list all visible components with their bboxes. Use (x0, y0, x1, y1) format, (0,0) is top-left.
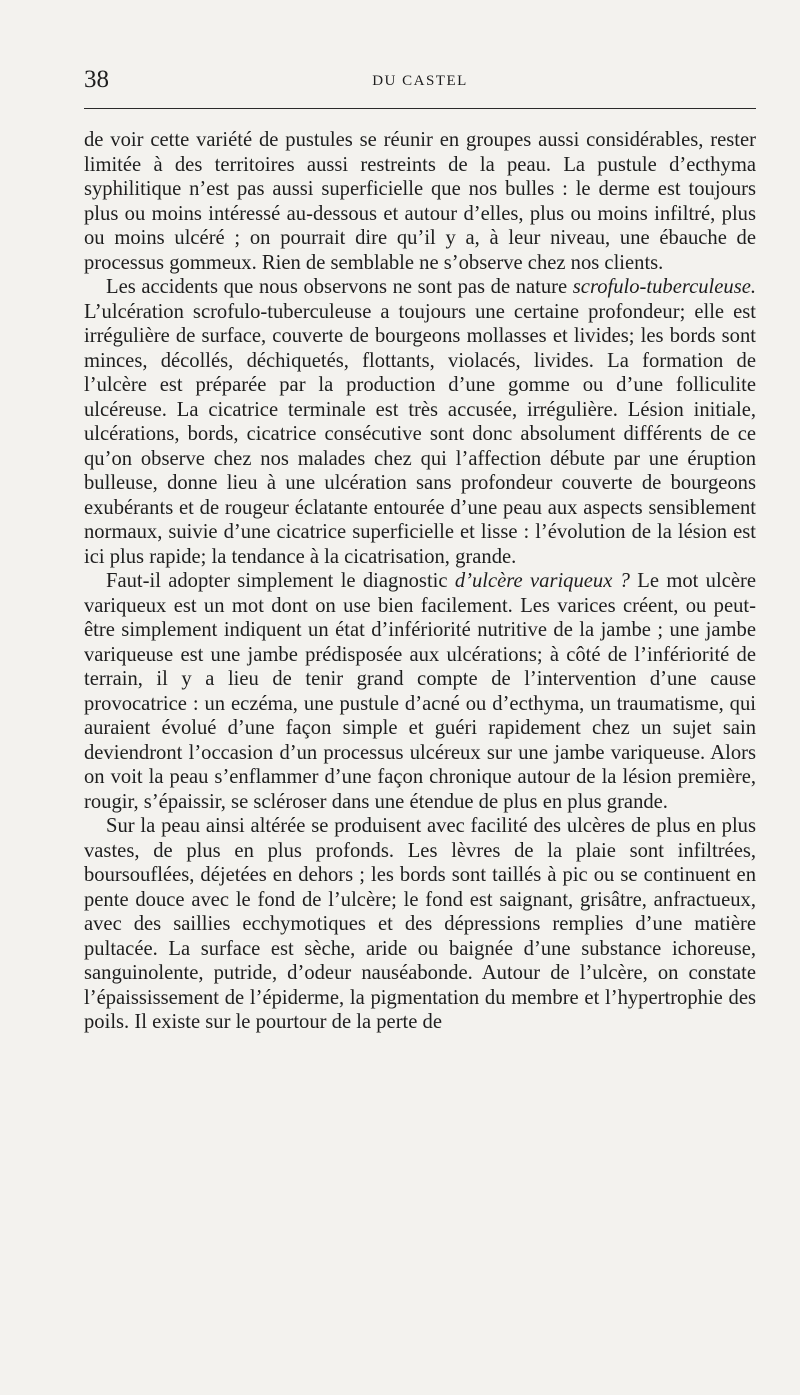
paragraph-3-text-a: Faut-il adopter simplement le diagnostic (106, 570, 455, 592)
paragraph-2-text-b: L’ulcération scrofulo-tuberculeuse a toujours une certaine profondeur; elle est irrégulière de surface, couverte de bourgeons mollasses et livides; les bords sont minces, décollés, déchiquetés, flottants, violacés, livides. La formation de l’ulcère est préparée par la production d’une gomme ou d’une folliculite ulcéreuse. La cicatrice terminale est très accusée, irrégulière. Lésion initiale, ulcérations, bords, cicatrice consécutive sont donc absolument différents de ce qu’on observe chez nos malades chez qui l’affection débute par une éruption bulleuse, donne lieu à une ulcération sans profondeur couverte de bourgeons exubérants et de rougeur éclatante entourée d’une peau aux aspects sensiblement normaux, suivie d’une cicatrice superficielle et lisse : l’évolution de la lésion est ici plus rapide; la tendance à la cicatrisation, grande. (84, 300, 756, 568)
paragraph-4-text: Sur la peau ainsi altérée se produisent avec facilité des ulcères de plus en plus vastes, de plus en plus profonds. Les lèvres de la plaie sont infiltrées, boursouflées, déjetées en dehors ; les bords sont taillés à pic ou se continuent en pente douce avec le fond de l’ulcère; le fond est saignant, grisâtre, anfractueux, avec des saillies ecchymotiques et des dépressions remplies d’une matière pultacée. La surface est sèche, aride ou baignée d’une substance ichoreuse, sanguinolente, putride, d’odeur nauséabonde. Autour de l’ulcère, on constate l’épaississement de l’épiderme, la pigmentation du membre et l’hypertrophie des poils. Il existe sur le pourtour de la perte de (84, 815, 756, 1033)
paragraph-2 (84, 275, 756, 569)
body-text (84, 128, 756, 1035)
italic-term-ulcere-variqueux: d’ulcère variqueux ? (454, 570, 630, 592)
running-head (84, 64, 756, 96)
paragraph-3-text-b: Le mot ulcère variqueux est un mot dont on use bien facilement. Les varices créent, ou peut-être simplement indiquent un état d’infériorité nutritive de la jambe ; une jambe variqueuse est une jambe prédisposée aux ulcérations; à côté de l’infériorité de terrain, il y a lieu de tenir grand compte de l’intervention d’une cause provocatrice : un eczéma, une pustule d’acné ou d’ecthyma, un traumatisme, qui auraient évolué d’une façon simple et guéri rapidement chez un sujet sain deviendront l’occasion d’un processus ulcéreux sur une jambe variqueuse. Alors on voit la peau s’enflammer d’une façon chronique autour de la lésion première, rougir, s’épaissir, se scléroser dans une étendue de plus en plus grande. (84, 570, 756, 813)
book-page (84, 0, 756, 1395)
paragraph-1 (84, 128, 756, 275)
paragraph-4 (84, 814, 756, 1035)
paragraph-1-text: de voir cette variété de pustules se réunir en groupes aussi considérables, rester limitée à des territoires aussi restreints de la peau. La pustule d’ecthyma syphilitique n’est pas aussi superficielle que nos bulles : le derme est toujours plus ou moins intéressé au-dessous et autour d’elles, plus ou moins infiltré, plus ou moins ulcéré ; on pourrait dire qu’il y a, à leur niveau, une ébauche de processus gommeux. Rien de semblable ne s’observe chez nos clients. (84, 129, 756, 274)
running-title: DU CASTEL (372, 73, 468, 89)
page-number: 38 (84, 66, 109, 93)
paragraph-3 (84, 569, 756, 814)
italic-term-scrofulo-tuberculeuse: scrofulo-tuberculeuse. (572, 276, 756, 298)
paragraph-2-text-a: Les accidents que nous observons ne sont pas de nature (106, 276, 573, 298)
header-rule (84, 108, 756, 109)
